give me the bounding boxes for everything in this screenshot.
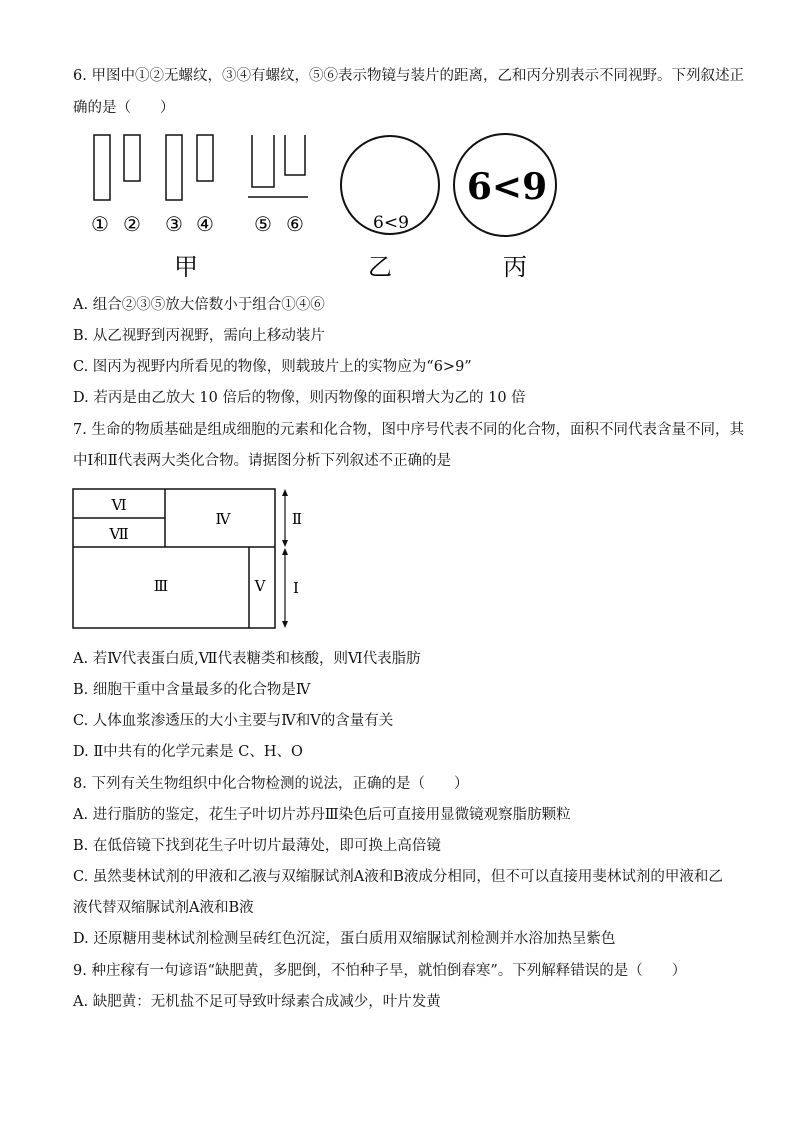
label-4: ④ xyxy=(196,212,214,236)
q7-option-a: A. 若Ⅳ代表蛋白质,Ⅶ代表糖类和核酸，则Ⅵ代表脂肪 xyxy=(73,651,421,667)
q6-option-a: A. 组合②③⑤放大倍数小于组合①④⑥ xyxy=(73,297,325,313)
q8-option-d: D. 还原糖用斐林试剂检测呈砖红色沉淀，蛋白质用双缩脲试剂检测并水浴加热呈紫色 xyxy=(73,931,616,947)
region-v: Ⅴ xyxy=(254,577,266,595)
objective-6-distance xyxy=(285,135,305,175)
q8-stem: 8. 下列有关生物组织中化合物检测的说法，正确的是（ ） xyxy=(73,776,469,792)
label-2: ② xyxy=(123,212,141,236)
q6-option-c: C. 图丙为视野内所看见的物像，则载玻片上的实物应为“6>9” xyxy=(73,359,472,375)
view-yi-text: 6<9 xyxy=(373,213,409,233)
outer-box xyxy=(73,489,275,628)
q9-option-a: A. 缺肥黄：无机盐不足可导致叶绿素合成减少，叶片发黄 xyxy=(73,994,441,1010)
region-vii: Ⅶ xyxy=(109,525,129,543)
q7-stem-line2: 中Ⅰ和Ⅱ代表两大类化合物。请据图分析下列叙述不正确的是 xyxy=(73,453,452,469)
q6-figure xyxy=(80,125,560,285)
q8-option-c-line1: C. 虽然斐林试剂的甲液和乙液与双缩脲试剂A液和B液成分相同，但不可以直接用斐林试剂的甲液和乙 xyxy=(73,869,723,885)
objective-3 xyxy=(166,135,182,200)
label-3: ③ xyxy=(165,212,183,236)
label-1: ① xyxy=(91,212,109,236)
q8-option-c-line2: 液代替双缩脲试剂A液和B液 xyxy=(73,900,254,916)
label-5: ⑤ xyxy=(254,212,272,236)
label-i: Ⅰ xyxy=(293,579,299,597)
q7-option-d: D. Ⅱ中共有的化学元素是 C、H、O xyxy=(73,744,303,760)
q7-stem-line1: 7. 生命的物质基础是组成细胞的元素和化合物，图中序号代表不同的化合物，面积不同代表含量不同，其 xyxy=(73,422,744,438)
region-iii: Ⅲ xyxy=(153,577,169,595)
objective-2 xyxy=(124,135,140,181)
q7-figure xyxy=(70,485,320,635)
q6-option-d: D. 若丙是由乙放大 10 倍后的物像，则丙物像的面积增大为乙的 10 倍 xyxy=(73,390,526,406)
objective-4 xyxy=(197,135,213,181)
arrow-ii xyxy=(282,489,288,547)
label-6: ⑥ xyxy=(286,212,304,236)
label-ii: Ⅱ xyxy=(291,510,303,528)
caption-yi: 乙 xyxy=(368,253,392,281)
q7-option-c: C. 人体血浆渗透压的大小主要与Ⅳ和Ⅴ的含量有关 xyxy=(73,713,394,729)
q6-stem-line1: 6. 甲图中①②无螺纹，③④有螺纹，⑤⑥表示物镜与装片的距离，乙和丙分别表示不同视野。下列叙述正 xyxy=(73,68,744,84)
region-iv: Ⅳ xyxy=(215,510,231,528)
objective-1 xyxy=(94,135,110,200)
region-vi: Ⅵ xyxy=(111,496,127,514)
caption-bing: 丙 xyxy=(503,253,527,281)
q8-option-b: B. 在低倍镜下找到花生子叶切片最薄处，即可换上高倍镜 xyxy=(73,838,441,854)
arrow-i xyxy=(282,548,288,628)
caption-jia: 甲 xyxy=(174,253,198,281)
q7-option-b: B. 细胞干重中含量最多的化合物是Ⅳ xyxy=(73,682,311,698)
q9-stem: 9. 种庄稼有一句谚语“缺肥黄，多肥倒，不怕种子旱，就怕倒春寒”。下列解释错误的是（ ） xyxy=(73,963,687,979)
q6-option-b: B. 从乙视野到丙视野，需向上移动装片 xyxy=(73,328,325,344)
objective-5-distance xyxy=(252,135,274,187)
q6-stem-line2: 确的是（ ） xyxy=(73,100,175,116)
view-bing-text: 6<9 xyxy=(466,166,548,208)
q8-option-a: A. 进行脂肪的鉴定，花生子叶切片苏丹Ⅲ染色后可直接用显微镜观察脂肪颗粒 xyxy=(73,807,571,823)
